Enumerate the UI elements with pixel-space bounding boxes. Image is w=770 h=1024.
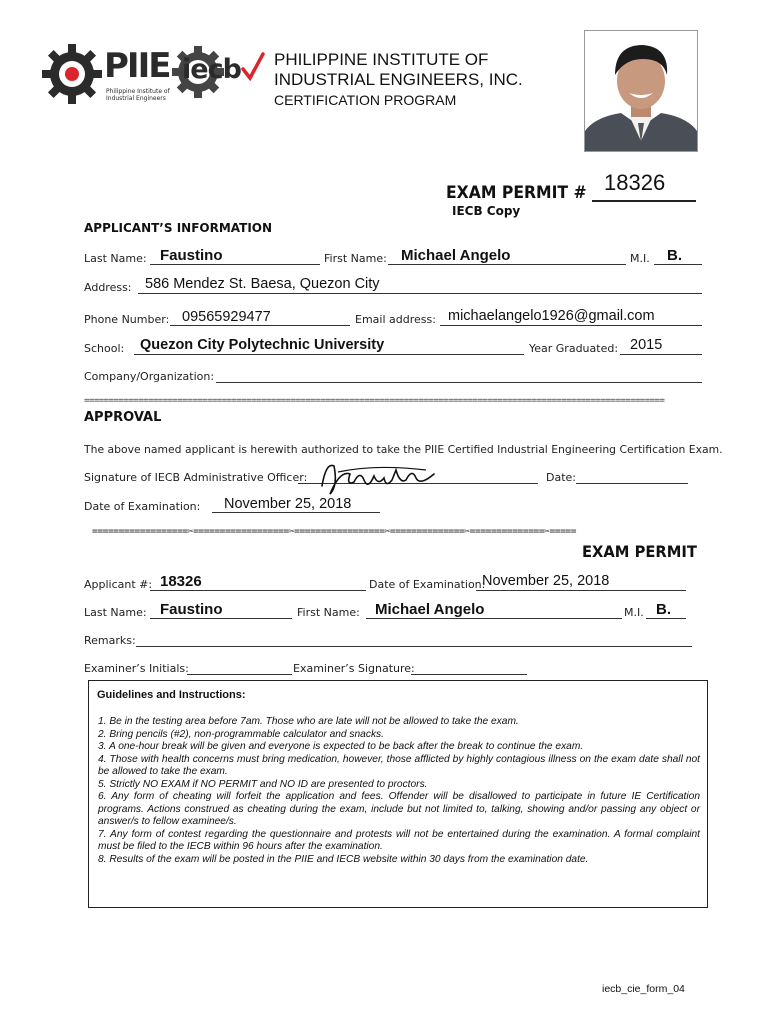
exam-date-value: November 25, 2018 (224, 496, 352, 512)
stub-mi-label: M.I. (624, 606, 644, 619)
guidelines-list (98, 716, 700, 866)
applicant-info-heading: APPLICANT’S INFORMATION (84, 221, 273, 235)
guideline-item: 4. Those with health concerns must bring medication, however, those afflicted by highly contagious illness on the exam date shall not be allowed to take the exam. (98, 753, 700, 777)
remarks-label: Remarks: (84, 634, 136, 647)
form-code: iecb_cie_form_04 (602, 983, 685, 995)
cut-line: ==================✂==================✂=================✂==============✂==============✂===== (92, 526, 577, 537)
phone-label: Phone Number: (84, 313, 170, 326)
company-label: Company/Organization: (84, 370, 215, 383)
guidelines-box (88, 680, 708, 908)
guidelines-heading: Guidelines and Instructions: (97, 689, 246, 701)
mi-value: B. (667, 247, 682, 264)
school-value: Quezon City Polytechnic University (140, 337, 385, 353)
iecb-logo (170, 44, 270, 104)
year-line (620, 354, 702, 355)
guideline-item: 6. Any form of cheating will forfeit the application and fees. Offender will be disallowed to participate in future IE Certification programs. Actions construed as cheating during the exam, include but not limited to, talking, showing and/or passing any object or answer/s to fellow examinee/s. (98, 791, 700, 827)
piie-logo-sub2: Industrial Engineers (106, 95, 166, 102)
first-name-label: First Name: (324, 252, 387, 265)
stub-first-name-line (366, 618, 622, 619)
guideline-item: 7. Any form of contest regarding the questionnaire and protests will not be entertained during the examination. A formal complaint must be filed to the IECB within 96 hours after the examination. (98, 828, 700, 852)
copy-label: IECB Copy (452, 204, 521, 218)
stub-applicant-no-line (150, 590, 366, 591)
exam-permit-title: EXAM PERMIT # (446, 183, 587, 203)
mi-label: M.I. (630, 252, 650, 265)
iecb-logo-text: iecb (182, 54, 241, 85)
examiner-initials-label: Examiner’s Initials: (84, 662, 189, 675)
year-value: 2015 (630, 337, 663, 353)
address-value: 586 Mendez St. Baesa, Quezon City (145, 276, 380, 292)
email-label: Email address: (355, 313, 436, 326)
school-label: School: (84, 342, 125, 355)
remarks-line (136, 646, 692, 647)
guideline-item: 2. Bring pencils (#2), non-programmable calculator and snacks. (98, 728, 384, 740)
piie-logo-text: PIIE (104, 46, 170, 86)
school-line (134, 354, 524, 355)
first-name-line (388, 264, 626, 265)
email-line (440, 325, 702, 326)
stub-first-name-label: First Name: (297, 606, 360, 619)
address-line (138, 293, 702, 294)
stub-applicant-no-label: Applicant #: (84, 578, 153, 591)
phone-line (170, 325, 350, 326)
stub-exam-date-value: November 25, 2018 (482, 573, 610, 589)
stub-first-name-value: Michael Angelo (375, 601, 485, 618)
examiner-signature-line (411, 674, 527, 675)
guideline-item: 3. A one-hour break will be given and everyone is expected to be back after the break to continue the exam. (98, 741, 584, 752)
piie-logo (40, 40, 170, 110)
first-name-value: Michael Angelo (401, 247, 511, 264)
approval-statement: The above named applicant is herewith authorized to take the PIIE Certified Industrial Engineering Certification Exam. (84, 443, 723, 456)
stub-mi-line (646, 618, 686, 619)
program-name: CERTIFICATION PROGRAM (274, 92, 457, 108)
approval-date-line (576, 483, 688, 484)
phone-value: 09565929477 (182, 309, 271, 325)
permit-number: 18326 (604, 170, 666, 195)
stub-exam-date-label: Date of Examination: (369, 578, 486, 591)
piie-logo-sub1: Philippine Institute of (106, 88, 170, 95)
guideline-item: 1. Be in the testing area before 7am. Those who are late will not be allowed to take the exam. (98, 716, 519, 727)
stub-applicant-no-value: 18326 (160, 573, 202, 590)
stub-exam-date-line (476, 590, 686, 591)
examiner-signature-label: Examiner’s Signature: (293, 662, 415, 675)
last-name-label: Last Name: (84, 252, 147, 265)
mi-line (654, 264, 702, 265)
officer-signature (316, 456, 446, 500)
approval-date-label: Date: (546, 471, 576, 484)
stub-last-name-line (150, 618, 292, 619)
stub-last-name-value: Faustino (160, 601, 223, 618)
stub-last-name-label: Last Name: (84, 606, 147, 619)
year-label: Year Graduated: (529, 342, 619, 355)
exam-date-line (212, 512, 380, 513)
stub-exam-permit-title: EXAM PERMIT (582, 542, 697, 561)
separator-line: ====================================================================================================================== (84, 396, 665, 406)
officer-signature-label: Signature of IECB Administrative Officer: (84, 471, 308, 484)
company-line (216, 382, 702, 383)
org-name-line1: PHILIPPINE INSTITUTE OF (274, 50, 489, 69)
examiner-initials-line (187, 674, 292, 675)
checkmark-icon (240, 52, 266, 82)
gear-icon (40, 42, 104, 106)
permit-number-line (592, 200, 696, 202)
approval-heading: APPROVAL (84, 410, 162, 425)
stub-mi-value: B. (656, 601, 671, 618)
address-label: Address: (84, 281, 132, 294)
email-value: michaelangelo1926@gmail.com (448, 308, 655, 324)
guideline-item: 8. Results of the exam will be posted in the PIIE and IECB website within 30 days from the examination date. (98, 853, 589, 865)
exam-date-label: Date of Examination: (84, 500, 201, 513)
last-name-value: Faustino (160, 247, 223, 264)
applicant-photo (584, 30, 698, 152)
guideline-item: 5. Strictly NO EXAM if NO PERMIT and NO ID are presented to proctors. (98, 778, 428, 790)
last-name-line (150, 264, 320, 265)
org-name-line2: INDUSTRIAL ENGINEERS, INC. (274, 70, 523, 89)
